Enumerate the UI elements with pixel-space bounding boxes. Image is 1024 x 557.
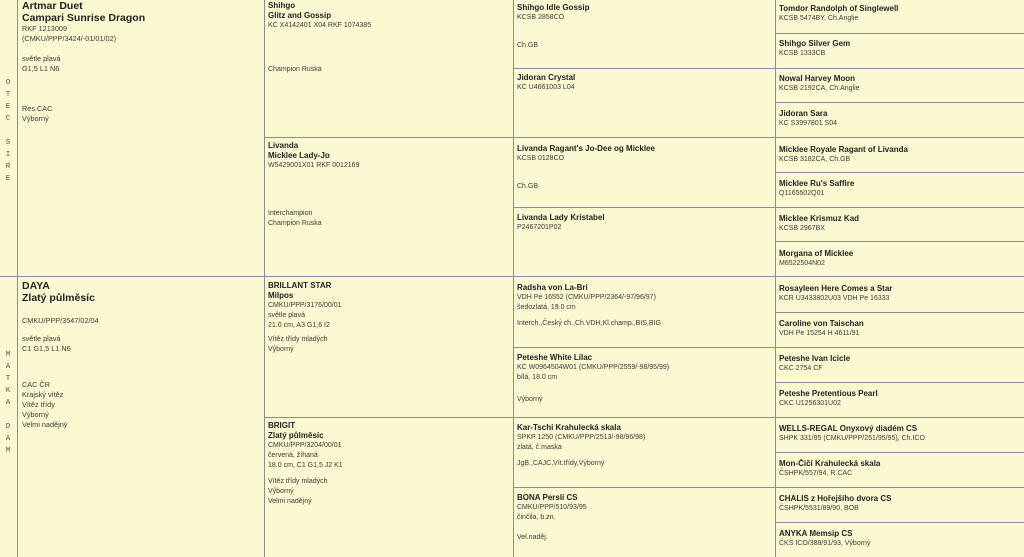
ancestor-name: CHALIS z Hořejšího dvora CS xyxy=(779,494,892,503)
sire-name-line1: Artmar Duet xyxy=(22,0,83,12)
great-grandparent-cell xyxy=(517,213,772,275)
side-label-sire: O T E C S I R E xyxy=(5,79,11,183)
ancestor-cell xyxy=(779,179,1022,207)
ancestor-name: Nowal Harvey Moon xyxy=(779,74,856,83)
grandparent-info: 18.0 cm, C1 G1,5 J2 K1 xyxy=(268,462,343,469)
ancestor-cell xyxy=(779,389,1022,417)
grandparent-info: světle plavá xyxy=(268,312,305,319)
ancestor-info: M6522504N02 xyxy=(779,260,825,267)
great-grandparent-cell xyxy=(517,493,772,556)
dam-name-line2: Zlatý půlměsíc xyxy=(22,292,95,304)
ancestor-info: KCSB 2192CA, Ch.Anglie xyxy=(779,85,860,92)
ancestor-cell xyxy=(779,4,1022,32)
grid-line xyxy=(775,382,1024,383)
dam-info xyxy=(22,354,260,364)
sire-info: (CMKU/PPP/3424/-01/01/02) xyxy=(22,34,117,43)
grid-line xyxy=(264,0,265,557)
ancestor-info: VDH Pe 15254 H 4611/91 xyxy=(779,330,860,337)
ancestor-cell xyxy=(779,494,1022,521)
grid-line xyxy=(775,452,1024,453)
ancestor-name: Morgana of Micklee xyxy=(779,249,854,258)
grandparent-info: Výborný xyxy=(268,488,294,495)
dam-cell xyxy=(22,280,260,556)
grandparent-info: Champion Ruska xyxy=(268,66,322,73)
dam-info: Velmi nadějný xyxy=(22,420,68,429)
great-grandparent-info: činčila, b.zn. xyxy=(517,514,556,521)
great-grandparent-info: JgB.,CAJC,Vít.třídy,Výborný xyxy=(517,460,605,467)
great-grandparent-name: Kar-Tschi Krahulecká skala xyxy=(517,423,621,432)
grandparent-info: Velmi nadějný xyxy=(268,498,312,505)
great-grandparent-name: Radsha von La-Bri xyxy=(517,283,588,292)
ancestor-name: Micklee Krismuz Kad xyxy=(779,214,860,223)
great-grandparent-info: bílá, 18.0 cm xyxy=(517,374,558,381)
great-grandparent-info: P2467201P02 xyxy=(517,224,562,231)
grandparent-info: CMKU/PPP/3176/00/01 xyxy=(268,302,342,309)
sire-info: RKF 1213009 xyxy=(22,24,68,33)
great-grandparent-info: šedozlatá, 19.0 cm xyxy=(517,304,576,311)
dam-info xyxy=(22,364,260,374)
grandparent-info xyxy=(268,191,510,201)
grandparent-cell xyxy=(268,141,510,275)
dam-info: CMKU/PPP/3547/02/04 xyxy=(22,316,99,325)
ancestor-name: Tomdor Randolph of Singlewell xyxy=(779,4,899,13)
ancestor-info: ČSHPK/557/94, R.CAC xyxy=(779,470,853,477)
grandparent-name-line1: Shihgo xyxy=(268,1,296,10)
dam-info: CAC ČR xyxy=(22,380,50,389)
great-grandparent-cell xyxy=(517,144,772,206)
sire-name-line2: Campari Sunrise Dragon xyxy=(22,12,146,24)
great-grandparent-info: KC W0964504W01 (CMKU/PPP/2559/-98/95/99) xyxy=(517,364,670,371)
grandparent-info xyxy=(268,181,510,191)
great-grandparent-cell xyxy=(517,353,772,416)
sire-info xyxy=(22,44,260,54)
ancestor-info: KC S3997801 S04 xyxy=(779,120,837,127)
sire-info xyxy=(22,94,260,104)
grid-line xyxy=(264,417,1024,418)
grandparent-name-line2: Micklee Lady-Jo xyxy=(268,151,330,160)
ancestor-cell xyxy=(779,249,1022,277)
ancestor-info: KCSB 5474BY, Ch.Anglie xyxy=(779,15,859,22)
grandparent-name-line1: BRILLANT STAR xyxy=(268,281,332,290)
grid-line xyxy=(775,102,1024,103)
ancestor-name: Jidoran Sara xyxy=(779,109,828,118)
great-grandparent-name: Peteshe White Lilac xyxy=(517,353,593,362)
great-grandparent-name: Jidoran Crystal xyxy=(517,73,576,82)
sire-info: G1,5 L1 N6 xyxy=(22,64,60,73)
ancestor-info: CKC 2754 CF xyxy=(779,365,823,372)
grandparent-info: W5429001X01 RKF 0012169 xyxy=(268,162,360,169)
ancestor-cell xyxy=(779,39,1022,67)
ancestor-name: Mon-Čičí Krahulecká skala xyxy=(779,459,881,468)
great-grandparent-info: Vel.naděj. xyxy=(517,534,548,541)
grandparent-name-line2: Glitz and Gossip xyxy=(268,11,332,20)
grid-line xyxy=(17,0,18,557)
dam-info: Výborný xyxy=(22,410,49,419)
sire-info: světle plavá xyxy=(22,54,61,63)
ancestor-cell xyxy=(779,529,1022,557)
ancestor-name: Micklee Royale Ragant of Livanda xyxy=(779,145,908,154)
ancestor-info: KCSB 1333CB xyxy=(779,50,826,57)
grid-line xyxy=(513,347,1024,348)
ancestor-name: Rosayleen Here Comes a Star xyxy=(779,284,893,293)
grandparent-info: KC X4142401 X04 RKF 1074385 xyxy=(268,22,372,29)
grid-line xyxy=(513,68,1024,69)
side-label-dam: M A T K A D A M xyxy=(5,351,11,455)
great-grandparent-name: Livanda Ragant's Jo-Dee og Micklee xyxy=(517,144,655,153)
grid-line xyxy=(775,172,1024,173)
grandparent-name-line1: Livanda xyxy=(268,141,299,150)
grid-line xyxy=(775,522,1024,523)
grandparent-cell xyxy=(268,1,510,135)
great-grandparent-info: KC U4661003 L04 xyxy=(517,84,575,91)
ancestor-info: KCSB 2967BX xyxy=(779,225,825,232)
ancestor-name: Peteshe Pretentious Pearl xyxy=(779,389,878,398)
great-grandparent-info: KCSB 2858CO xyxy=(517,14,565,21)
grandparent-info xyxy=(268,41,510,51)
great-grandparent-name: Livanda Lady Kristabel xyxy=(517,213,605,222)
great-grandparent-info: zlatá, č.maska xyxy=(517,444,562,451)
ancestor-info: ČKS ICO/388/91/93, Výborný xyxy=(779,540,871,547)
grandparent-info: Vítěz třídy mladých xyxy=(268,336,328,343)
great-grandparent-info: Ch.GB xyxy=(517,42,539,49)
grandparent-info: červená, žíhaná xyxy=(268,452,318,459)
great-grandparent-cell xyxy=(517,3,772,67)
ancestor-info: KCR U3433802U03 VDH Pe 16333 xyxy=(779,295,890,302)
ancestor-info: KCSB 3182CA, Ch.GB xyxy=(779,156,851,163)
grandparent-info xyxy=(268,171,510,181)
great-grandparent-info: CMKU/PPP/510/93/95 xyxy=(517,504,587,511)
ancestor-cell xyxy=(779,145,1022,171)
ancestor-cell xyxy=(779,459,1022,487)
ancestor-info: SHPK 331/95 (CMKU/PPP/251/95/95), Ch.ICO xyxy=(779,435,925,442)
ancestor-name: Caroline von Taischan xyxy=(779,319,864,328)
grandparent-name-line2: Milpos xyxy=(268,291,294,300)
grandparent-name-line1: BRIGIT xyxy=(268,421,296,430)
grandparent-name-line2: Zlatý půlměsíc xyxy=(268,431,324,440)
ancestor-name: Shihgo Silver Gem xyxy=(779,39,851,48)
great-grandparent-info: Výborný xyxy=(517,396,543,403)
great-grandparent-info: KCSB 0128CO xyxy=(517,155,565,162)
grid-line xyxy=(775,312,1024,313)
great-grandparent-info: Interch.,Český ch.,Ch.VDH,Kl.champ.,BIS,BIG xyxy=(517,320,661,327)
grandparent-cell xyxy=(268,421,510,556)
ancestor-info: Q1165502Q01 xyxy=(779,190,825,197)
grandparent-info: Interchampion xyxy=(268,210,313,217)
ancestor-name: Micklee Ru's Saffire xyxy=(779,179,855,188)
ancestor-info: ČSHPK/5531/89/90, BOB xyxy=(779,505,859,512)
ancestor-cell xyxy=(779,214,1022,240)
ancestor-cell xyxy=(779,354,1022,381)
grid-line xyxy=(775,0,776,557)
ancestor-name: ANYKA Memsip CS xyxy=(779,529,853,538)
sire-info xyxy=(22,84,260,94)
grid-line xyxy=(513,487,1024,488)
ancestor-cell xyxy=(779,109,1022,137)
grandparent-info xyxy=(268,51,510,61)
grandparent-cell xyxy=(268,281,510,415)
dam-info: C1 G1,5 L1 N6 xyxy=(22,344,71,353)
great-grandparent-info: VDH Pe 16552 (CMKU/PPP/2364/-97/96/97) xyxy=(517,294,656,301)
grandparent-info: Vítěz třídy mladých xyxy=(268,478,328,485)
ancestor-cell xyxy=(779,74,1022,102)
grid-line xyxy=(775,241,1024,242)
great-grandparent-info: Ch.GB xyxy=(517,183,539,190)
great-grandparent-name: BONA Perslí CS xyxy=(517,493,578,502)
ancestor-name: Peteshe Ivan Icicle xyxy=(779,354,851,363)
sire-info xyxy=(22,74,260,84)
sire-info: Výborný xyxy=(22,114,49,123)
grandparent-info: Champion Ruska xyxy=(268,220,322,227)
grid-line xyxy=(513,0,514,557)
dam-info xyxy=(22,304,260,316)
ancestor-cell xyxy=(779,319,1022,347)
dam-info: světle plavá xyxy=(22,334,61,343)
grid-line xyxy=(775,33,1024,34)
grandparent-info xyxy=(268,201,510,209)
great-grandparent-info: SPKP 1250 (CMKU/PPP/2513/-98/96/98) xyxy=(517,434,646,441)
dam-name-line1: DAYA xyxy=(22,280,50,292)
sire-cell xyxy=(22,0,260,274)
great-grandparent-name: Shihgo Idle Gossip xyxy=(517,3,590,12)
dam-info: Krajský vítěz xyxy=(22,390,64,399)
dam-info xyxy=(22,326,260,334)
grid-line xyxy=(264,137,1024,138)
ancestor-info: CKC U1256301U02 xyxy=(779,400,841,407)
dam-info: Vítěz třídy xyxy=(22,400,55,409)
ancestor-cell xyxy=(779,284,1022,311)
great-grandparent-cell xyxy=(517,423,772,486)
grid-line xyxy=(513,207,1024,208)
great-grandparent-cell xyxy=(517,283,772,346)
grandparent-info: Výborný xyxy=(268,346,294,353)
ancestor-cell xyxy=(779,424,1022,451)
grandparent-info xyxy=(268,31,510,41)
grandparent-info: 21.0 cm, A3 G1,6 I2 xyxy=(268,322,330,329)
ancestor-name: WELLS-REGAL Onyxový diadém CS xyxy=(779,424,918,433)
great-grandparent-cell xyxy=(517,73,772,137)
sire-info: Res.CAC xyxy=(22,104,53,113)
grandparent-info: CMKU/PPP/3204/00/01 xyxy=(268,442,342,449)
